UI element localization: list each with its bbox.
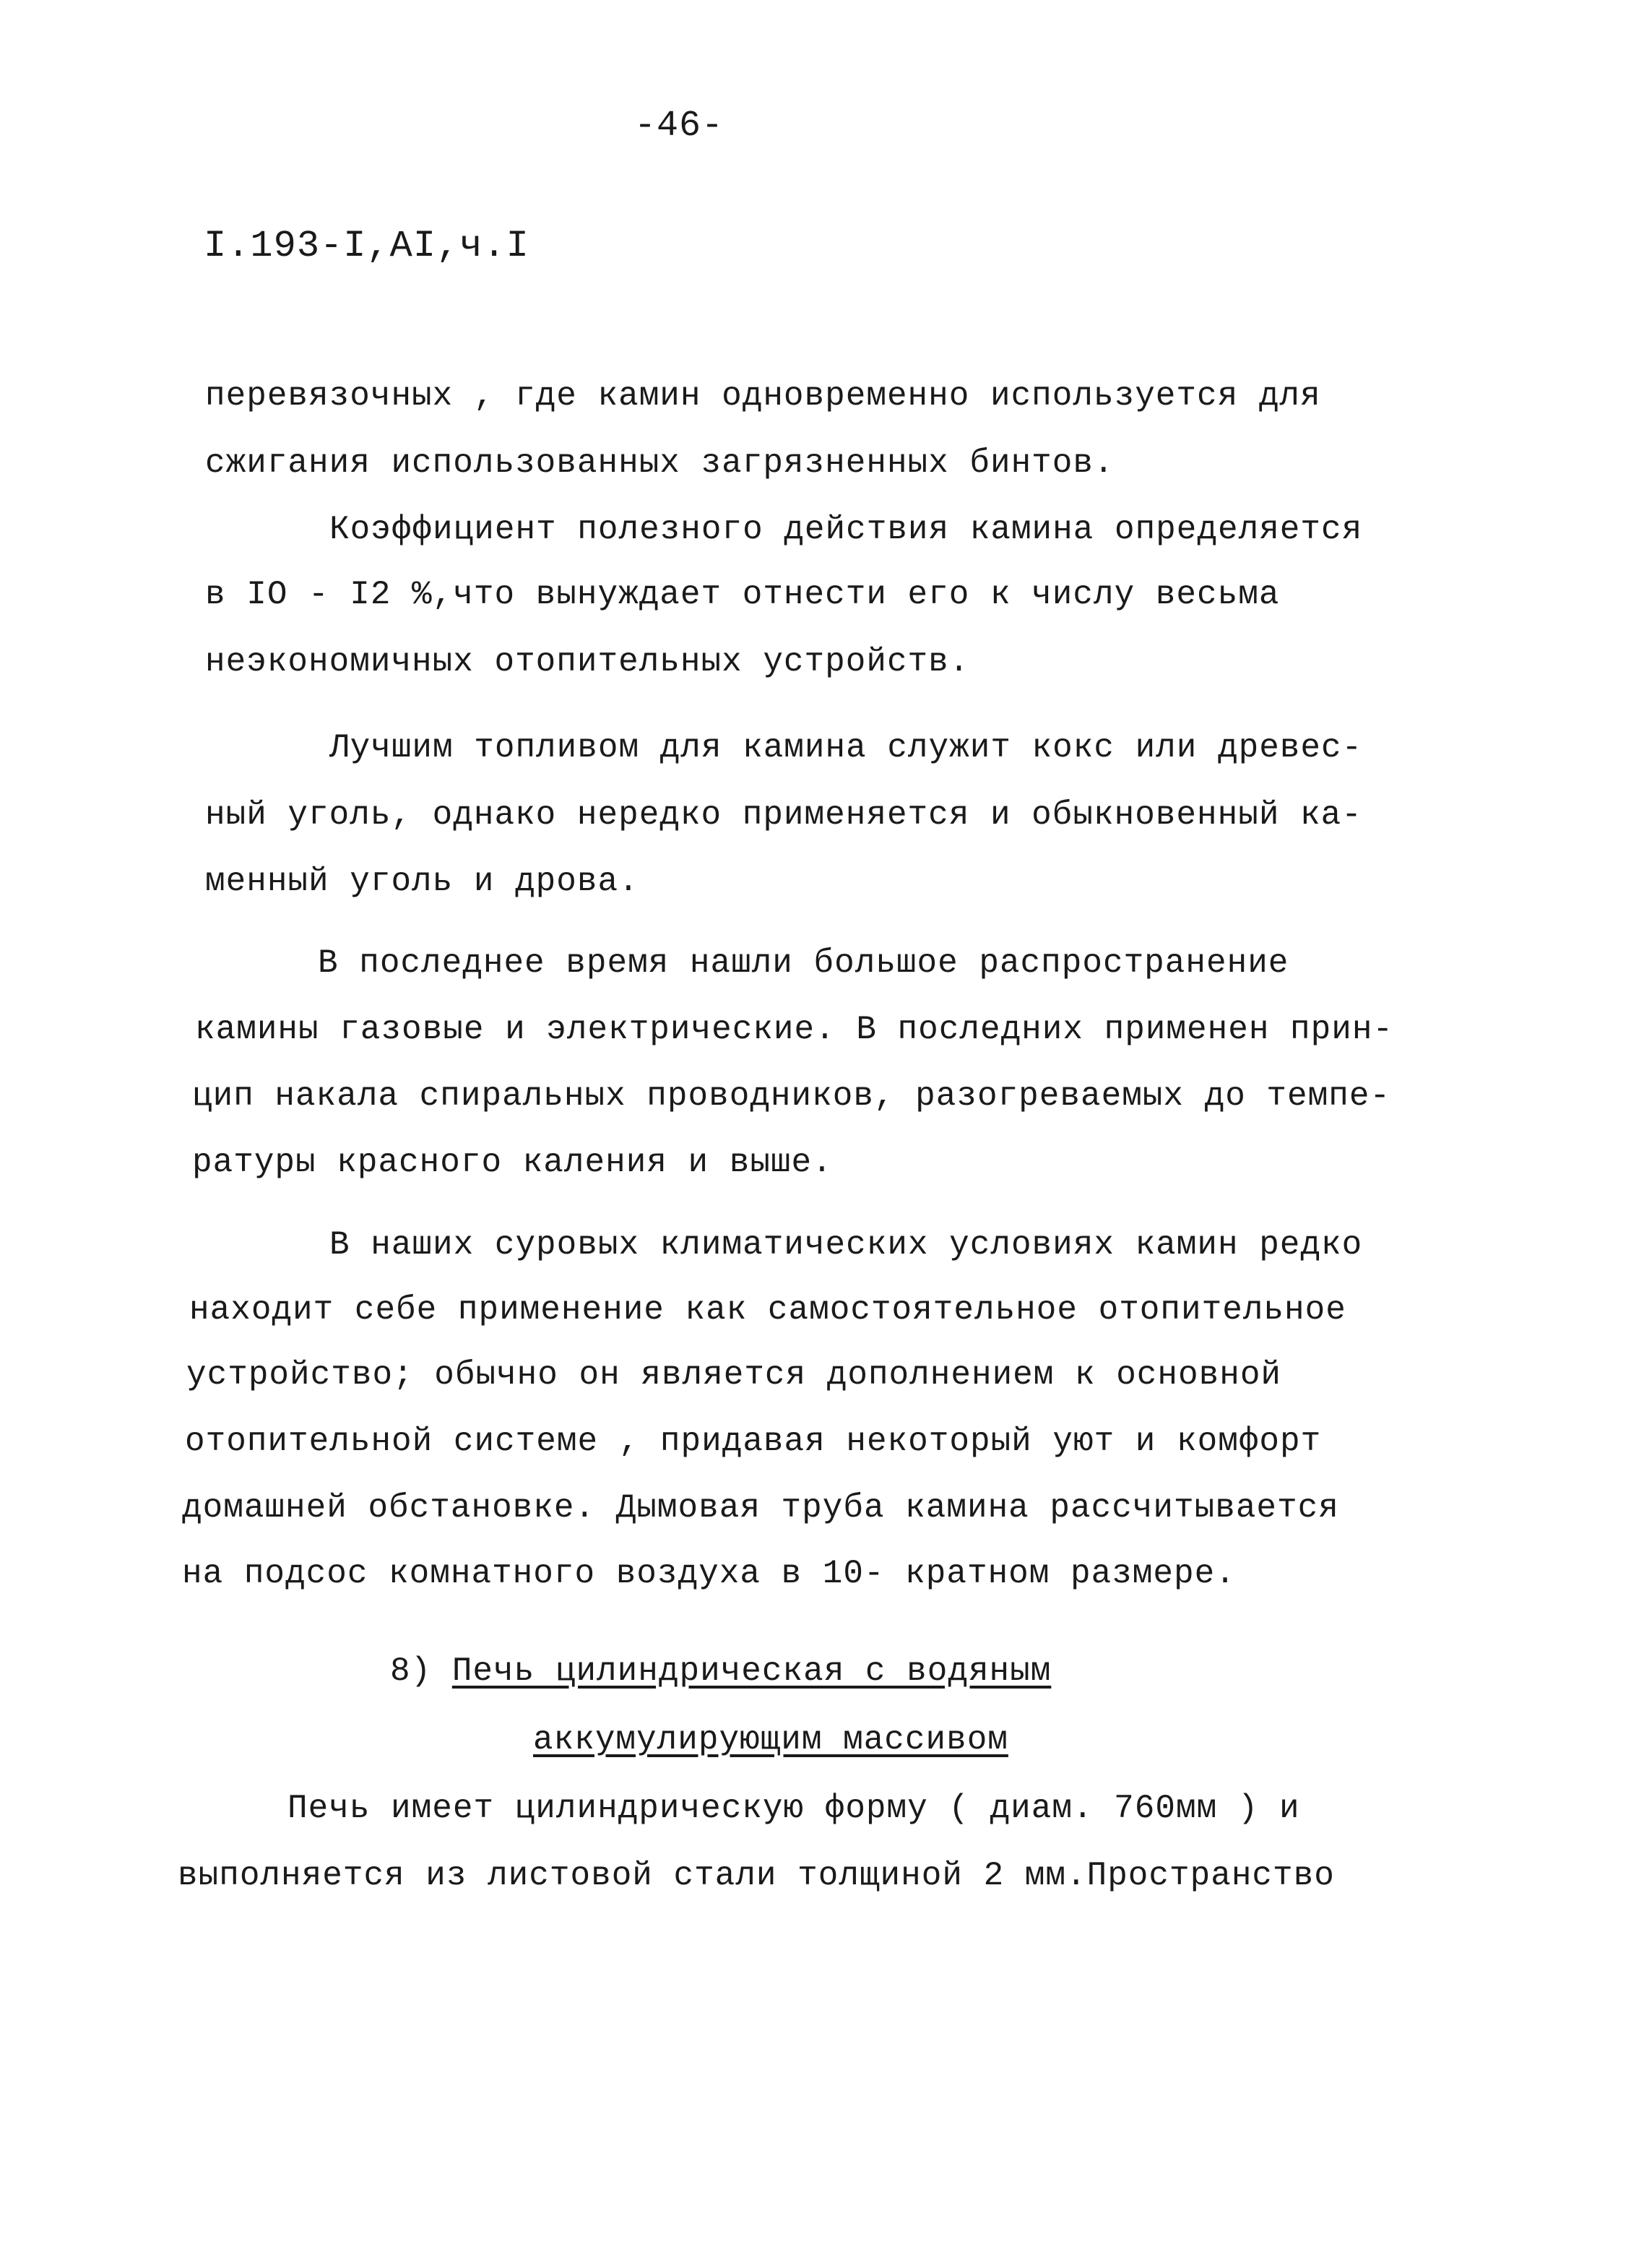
section-title-line1: Печь цилиндрическая с водяным <box>451 1652 1052 1690</box>
text-line: устройство; обычно он является дополнением к основной <box>186 1356 1282 1394</box>
text-line: на подсос комнатного воздуха в 10- кратном размере. <box>182 1555 1236 1592</box>
text-line: В наших суровых климатических условиях камин редко <box>329 1226 1363 1264</box>
text-line: камины газовые и электрические. В последних применен прин- <box>195 1011 1394 1048</box>
text-line: неэкономичных отопительных устройств. <box>205 643 970 681</box>
section-number: 8) <box>390 1652 432 1690</box>
section-title-line2: аккумулирующим массивом <box>533 1721 1008 1759</box>
text-line: Лучшим топливом для камина служит кокс или древес- <box>329 729 1363 767</box>
text-line: выполняется из листовой стали толщиной 2 мм.Пространство <box>178 1857 1335 1894</box>
text-line: перевязочных , где камин одновременно используется для <box>205 377 1321 415</box>
text-line: в IO - I2 %,что вынуждает отнести его к числу весьма <box>205 576 1280 613</box>
text-line: ратуры красного каления и выше. <box>192 1144 833 1181</box>
text-line: ный уголь, однако нередко применяется и обыкновенный ка- <box>205 796 1362 834</box>
text-line: менный уголь и дрова. <box>205 863 639 900</box>
text-line: отопительной системе , придавая некоторый уют и комфорт <box>185 1423 1322 1460</box>
text-line: В последнее время нашли большое распространение <box>318 944 1289 982</box>
text-line: цип накала спиральных проводников, разогреваемых до темпе- <box>192 1077 1391 1115</box>
page-number: -46- <box>634 105 724 147</box>
text-line: домашней обстановке. Дымовая труба камина рассчитывается <box>182 1489 1339 1527</box>
document-code: I.193-I,AI,ч.I <box>204 225 529 267</box>
text-line: Печь имеет цилиндрическую форму ( диам. 760мм ) и <box>287 1790 1300 1827</box>
text-line: находит себе применение как самостоятельное отопительное <box>189 1291 1346 1329</box>
text-line: Коэффициент полезного действия камина определяется <box>329 511 1363 548</box>
text-line: сжигания использованных загрязненных бинтов. <box>205 444 1115 482</box>
section-heading <box>390 1652 1052 1690</box>
